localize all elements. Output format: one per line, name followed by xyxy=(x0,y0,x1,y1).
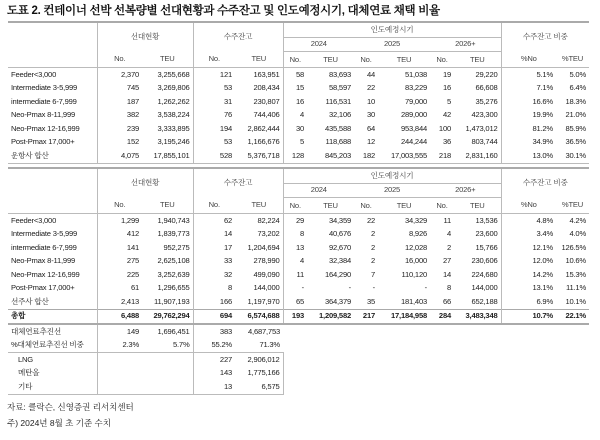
cell-value: 143 xyxy=(193,367,235,381)
table-row xyxy=(8,282,589,296)
cell-value: - xyxy=(283,282,307,296)
cell-value: 1,940,743 xyxy=(157,215,190,225)
figure-title: 도표 2. 컨테이너 선박 선복량별 선대현황과 수주잔고 및 인도예정시기, 대체연료 채택 비율 xyxy=(7,5,440,17)
cell-value: 118,688 xyxy=(325,137,351,147)
cell-value: 23,600 xyxy=(475,229,498,239)
cell-value: 144,000 xyxy=(471,283,498,293)
cell-value: 29 xyxy=(283,214,307,228)
table-row xyxy=(8,68,589,82)
cell-value: 31 xyxy=(193,95,235,109)
cell-value: 44 xyxy=(366,69,375,79)
cell-value: 85.9% xyxy=(565,123,586,133)
cell-value: 5 xyxy=(283,136,307,150)
cell-value: 2,370 xyxy=(97,68,142,82)
cell-value: 15 xyxy=(283,82,307,96)
cell-value: 4 xyxy=(283,255,307,269)
cell-value: 423,300 xyxy=(471,110,498,120)
header-no: No. xyxy=(430,52,454,68)
cell-value: 15.3% xyxy=(565,269,586,279)
cell-value: 225 xyxy=(97,268,142,282)
header-year: 2026+ xyxy=(430,37,501,52)
table-row xyxy=(8,309,589,324)
cell-value: 2,906,012 xyxy=(247,354,280,364)
cell-value: 499,090 xyxy=(253,269,280,279)
cell-value: 5 xyxy=(446,96,451,106)
header-delivery: 인도예정시기 xyxy=(283,22,501,37)
cell-value: 845,203 xyxy=(307,149,354,163)
header-year: 2025 xyxy=(354,37,430,52)
row-label: 기타 xyxy=(8,380,97,394)
cell-value: 208,434 xyxy=(253,83,280,93)
cell-value: 3,195,246 xyxy=(157,137,190,147)
cell-value: 952,275 xyxy=(163,242,190,252)
cell-value: 22.1% xyxy=(556,309,589,324)
cell-value: 53 xyxy=(193,82,235,96)
row-label: Intermediate 3-5,999 xyxy=(11,229,78,239)
cell-value: 34,329 xyxy=(404,215,427,225)
header-no: No. xyxy=(97,52,142,68)
cell-value: 32,106 xyxy=(328,110,351,120)
header-orderbook: 수주잔고 xyxy=(193,168,283,198)
row-label: LNG xyxy=(18,354,34,364)
header-teu: TEU xyxy=(307,198,354,214)
cell-value: 21.0% xyxy=(565,110,586,120)
cell-value: 230,807 xyxy=(253,96,280,106)
table-row xyxy=(8,367,589,381)
cell-value: 10 xyxy=(366,96,375,106)
cell-value: 19.9% xyxy=(501,109,556,123)
cell-value: 8 xyxy=(446,283,451,293)
header-teu: TEU xyxy=(142,52,193,68)
cell-value: 16 xyxy=(283,95,307,109)
cell-value: 217 xyxy=(354,309,378,324)
cell-value: 58,597 xyxy=(328,83,351,93)
cell-value: 1,296,655 xyxy=(157,283,190,293)
header-teu: TEU xyxy=(307,52,354,68)
header-delivery: 인도예정시기 xyxy=(283,168,501,183)
row-label: intermediate 6-7,999 xyxy=(11,96,77,106)
cell-value: 3,252,639 xyxy=(157,269,190,279)
cell-value: 1,696,451 xyxy=(157,326,190,336)
cell-value: 164,290 xyxy=(324,269,351,279)
cell-value: 2,862,444 xyxy=(247,123,280,133)
cell-value: 10.1% xyxy=(565,296,586,306)
table-row xyxy=(8,268,589,282)
cell-value: 61 xyxy=(97,282,142,296)
cell-value: 1,197,970 xyxy=(247,296,280,306)
cell-value: 16.6% xyxy=(501,95,556,109)
header-teu: TEU xyxy=(142,198,193,214)
header-no: No. xyxy=(354,198,378,214)
table-row xyxy=(8,324,589,339)
header-fleet: 선대현황 xyxy=(97,168,193,198)
cell-value: 66 xyxy=(442,296,451,306)
cell-value: 34,359 xyxy=(328,215,351,225)
header-teu: TEU xyxy=(378,52,430,68)
cell-value: 4.0% xyxy=(569,229,586,239)
cell-value: - xyxy=(372,283,375,293)
row-label: Neo-Pmax 8-11,999 xyxy=(11,256,75,266)
cell-value: 694 xyxy=(193,309,235,324)
cell-value: 126.5% xyxy=(561,242,586,252)
table-row xyxy=(8,353,589,367)
table-row xyxy=(8,122,589,136)
cell-value: 14.2% xyxy=(501,268,556,282)
cell-value: 3,538,224 xyxy=(157,110,190,120)
cell-value: 76 xyxy=(193,109,235,123)
cell-value: 364,379 xyxy=(324,296,351,306)
cell-value: 6,574,688 xyxy=(235,309,283,324)
cell-value: 144,000 xyxy=(253,283,280,293)
cell-value: 58 xyxy=(283,68,307,82)
cell-value: 53 xyxy=(193,136,235,150)
cell-value: 2,625,108 xyxy=(157,256,190,266)
cell-value: 36 xyxy=(442,137,451,147)
cell-value: 92,670 xyxy=(328,242,351,252)
cell-value: 224,680 xyxy=(471,269,498,279)
cell-value: 1,839,773 xyxy=(157,229,190,239)
cell-value: 30 xyxy=(283,122,307,136)
table-row xyxy=(8,82,589,96)
table-section-operators xyxy=(8,21,589,164)
cell-value: 1,204,694 xyxy=(247,242,280,252)
cell-value: 8,926 xyxy=(408,229,427,239)
cell-value: 3,483,348 xyxy=(454,309,501,324)
cell-value: 8 xyxy=(283,228,307,242)
cell-value: 121 xyxy=(193,68,235,82)
cell-value: 193 xyxy=(283,309,307,324)
cell-value: 12.0% xyxy=(501,255,556,269)
cell-value: 83,693 xyxy=(328,69,351,79)
cell-value: 66,608 xyxy=(475,83,498,93)
cell-value: 1,299 xyxy=(97,214,142,228)
cell-value: 141 xyxy=(97,241,142,255)
cell-value: 33 xyxy=(193,255,235,269)
cell-value: 2,413 xyxy=(97,295,142,309)
cell-value: 528 xyxy=(193,149,235,163)
cell-value: 110,120 xyxy=(401,269,427,279)
cell-value: 83,229 xyxy=(404,83,427,93)
cell-value: 4 xyxy=(283,109,307,123)
cell-value: 22 xyxy=(366,215,375,225)
cell-value: 275 xyxy=(97,255,142,269)
cell-value: 13 xyxy=(283,241,307,255)
cell-value: 8 xyxy=(193,282,235,296)
cell-value: 128 xyxy=(283,149,307,163)
cell-value: 13.0% xyxy=(501,149,556,163)
header-pct_teu: %TEU xyxy=(556,52,589,68)
cell-value: 34.9% xyxy=(501,136,556,150)
cell-value: 36.5% xyxy=(565,137,586,147)
header-year: 2026+ xyxy=(430,183,501,198)
cell-value: 166 xyxy=(193,295,235,309)
cell-value: 79,000 xyxy=(404,96,427,106)
cell-value: 13.1% xyxy=(501,282,556,296)
cell-value: 187 xyxy=(97,95,142,109)
cell-value: 6.9% xyxy=(501,295,556,309)
cell-value: 5.7% xyxy=(142,339,193,353)
cell-value: 64 xyxy=(366,123,375,133)
cell-value: 3,269,806 xyxy=(157,83,190,93)
header-no: No. xyxy=(430,198,454,214)
table-row xyxy=(8,109,589,123)
cell-value: 12.1% xyxy=(501,241,556,255)
row-label: 대체연료추진선 xyxy=(11,326,61,336)
table-row xyxy=(8,149,589,163)
cell-value: 10.7% xyxy=(501,309,556,324)
cell-value: 11.1% xyxy=(566,283,586,293)
table-row xyxy=(8,228,589,242)
header-teu: TEU xyxy=(378,198,430,214)
cell-value: 2 xyxy=(370,256,375,266)
row-label: Post-Pmax 17,000+ xyxy=(11,137,75,147)
row-label: Post-Pmax 17,000+ xyxy=(11,283,75,293)
table-row xyxy=(8,339,589,353)
table-row xyxy=(8,95,589,109)
cell-value: 5.1% xyxy=(501,68,556,82)
cell-value: 30 xyxy=(366,110,375,120)
cell-value: - xyxy=(348,283,351,293)
cell-value: 35,276 xyxy=(475,96,498,106)
cell-value: 1,775,166 xyxy=(247,368,280,378)
row-label: Neo-Pmax 8-11,999 xyxy=(11,110,75,120)
cell-value: 6,488 xyxy=(97,309,142,324)
cell-value: 16,000 xyxy=(404,256,427,266)
row-label: 총합 xyxy=(8,309,97,324)
table-section-owners xyxy=(8,167,589,395)
cell-value: 278,990 xyxy=(253,256,280,266)
header-no: No. xyxy=(193,52,235,68)
cell-value: 11 xyxy=(443,215,451,225)
cell-value: 6.4% xyxy=(569,83,586,93)
row-label: Feeder<3,000 xyxy=(11,69,57,79)
header-no: No. xyxy=(193,198,235,214)
cell-value: 744,406 xyxy=(253,110,280,120)
cell-value: 953,844 xyxy=(400,123,427,133)
cell-value: 15,766 xyxy=(475,242,498,252)
header-ratio: 수주잔고 비중 xyxy=(501,168,589,198)
table-row xyxy=(8,255,589,269)
cell-value: 182 xyxy=(354,149,378,163)
cell-value: 2 xyxy=(370,229,375,239)
cell-value: 14 xyxy=(442,269,451,279)
cell-value: 218 xyxy=(430,149,454,163)
table-row xyxy=(8,214,589,228)
cell-value: 55.2% xyxy=(193,339,235,353)
cell-value: 745 xyxy=(97,82,142,96)
cell-value: 284 xyxy=(430,309,454,324)
cell-value: 7.1% xyxy=(501,82,556,96)
header-year: 2024 xyxy=(283,37,354,52)
row-label: Intermediate 3-5,999 xyxy=(11,83,78,93)
row-label: intermediate 6-7,999 xyxy=(11,242,77,252)
cell-value: 65 xyxy=(283,295,307,309)
cell-value: 227 xyxy=(193,353,235,367)
cell-value: 7 xyxy=(370,269,375,279)
row-label: 선주사 합산 xyxy=(11,296,49,306)
cell-value: 100 xyxy=(438,123,451,133)
header-teu: TEU xyxy=(454,52,501,68)
cell-value: 30.1% xyxy=(556,149,589,163)
header-no: No. xyxy=(97,198,142,214)
cell-value: 382 xyxy=(97,109,142,123)
cell-value: 13 xyxy=(193,380,235,394)
cell-value: 62 xyxy=(193,214,235,228)
cell-value: 181,403 xyxy=(400,296,427,306)
cell-value: 5.0% xyxy=(569,69,586,79)
cell-value: 1,473,012 xyxy=(465,123,498,133)
table-row xyxy=(8,380,589,394)
table-row xyxy=(8,241,589,255)
header-year: 2025 xyxy=(354,183,430,198)
cell-value: 4.2% xyxy=(569,215,586,225)
cell-value: 3,333,895 xyxy=(157,123,190,133)
cell-value: 22 xyxy=(366,83,375,93)
header-no: No. xyxy=(283,198,307,214)
cell-value: 3.4% xyxy=(501,228,556,242)
cell-value: 13,536 xyxy=(475,215,498,225)
cell-value: 4,687,753 xyxy=(248,326,280,336)
row-label: %대체연료추진선 비중 xyxy=(8,339,97,353)
row-label: 메탄올 xyxy=(18,368,40,378)
table-row xyxy=(8,136,589,150)
header-ratio: 수주잔고 비중 xyxy=(501,22,589,52)
cell-value: 803,744 xyxy=(471,137,498,147)
cell-value: 12,028 xyxy=(404,242,427,252)
header-teu: TEU xyxy=(235,52,283,68)
header-pct_no: %No xyxy=(501,198,556,214)
cell-value: 4 xyxy=(446,229,451,239)
header-teu: TEU xyxy=(454,198,501,214)
cell-value: 73,202 xyxy=(257,229,280,239)
cell-value: 10.6% xyxy=(565,256,586,266)
cell-value: 239 xyxy=(97,122,142,136)
cell-value: 51,038 xyxy=(404,69,427,79)
cell-value: - xyxy=(424,283,427,293)
source-note: 자료: 클락슨, 신영증권 리서치센터 xyxy=(7,402,134,412)
cell-value: 19 xyxy=(442,69,451,79)
cell-value: 116,531 xyxy=(325,96,351,106)
footnote: 주) 2024년 8월 초 기준 수치 xyxy=(7,418,111,428)
cell-value: 18.3% xyxy=(565,96,586,106)
cell-value: 6,575 xyxy=(235,380,283,394)
cell-value: 40,676 xyxy=(328,229,351,239)
cell-value: 27 xyxy=(442,256,451,266)
cell-value: 17,003,555 xyxy=(378,149,430,163)
cell-value: 289,000 xyxy=(400,110,427,120)
cell-value: 42 xyxy=(442,110,451,120)
header-no: No. xyxy=(354,52,378,68)
cell-value: 4.8% xyxy=(501,214,556,228)
header-fleet: 선대현황 xyxy=(97,22,193,52)
row-label: 운항사 합산 xyxy=(8,149,97,163)
cell-value: 12 xyxy=(366,137,375,147)
cell-value: 1,209,582 xyxy=(307,309,354,324)
cell-value: 2,831,160 xyxy=(454,149,501,163)
cell-value: 1,166,676 xyxy=(247,137,280,147)
cell-value: 383 xyxy=(193,324,235,339)
header-no: No. xyxy=(283,52,307,68)
cell-value: 17 xyxy=(193,241,235,255)
cell-value: 4,075 xyxy=(97,149,142,163)
cell-value: 244,244 xyxy=(400,137,427,147)
cell-value: 163,951 xyxy=(253,69,280,79)
cell-value: 1,262,262 xyxy=(157,96,190,106)
cell-value: 435,588 xyxy=(324,123,351,133)
cell-value: 17,855,101 xyxy=(142,149,193,163)
header-teu: TEU xyxy=(235,198,283,214)
cell-value: 2 xyxy=(370,242,375,252)
cell-value: 3,255,668 xyxy=(157,69,190,79)
header-year: 2024 xyxy=(283,183,354,198)
cell-value: 412 xyxy=(97,228,142,242)
cell-value: 81.2% xyxy=(501,122,556,136)
cell-value: 71.3% xyxy=(235,339,283,353)
cell-value: 652,188 xyxy=(471,296,498,306)
cell-value: 11 xyxy=(283,268,307,282)
cell-value: 194 xyxy=(193,122,235,136)
row-label: Neo-Pmax 12-16,999 xyxy=(11,269,80,279)
cell-value: 32,384 xyxy=(328,256,351,266)
cell-value: 2 xyxy=(446,242,451,252)
cell-value: 82,224 xyxy=(257,215,280,225)
cell-value: 149 xyxy=(97,324,142,339)
cell-value: 2.3% xyxy=(97,339,142,353)
header-pct_no: %No xyxy=(501,52,556,68)
cell-value: 17,184,958 xyxy=(378,309,430,324)
cell-value: 11,907,193 xyxy=(154,296,190,306)
cell-value: 29,762,294 xyxy=(142,309,193,324)
row-label: Feeder<3,000 xyxy=(11,215,57,225)
cell-value: 35 xyxy=(366,296,375,306)
cell-value: 5,376,718 xyxy=(235,149,283,163)
cell-value: 16 xyxy=(442,83,451,93)
cell-value: 152 xyxy=(97,136,142,150)
row-label: Neo-Pmax 12-16,999 xyxy=(11,123,80,133)
cell-value: 230,606 xyxy=(471,256,498,266)
header-orderbook: 수주잔고 xyxy=(193,22,283,52)
cell-value: 32 xyxy=(193,268,235,282)
header-pct_teu: %TEU xyxy=(556,198,589,214)
table-row xyxy=(8,295,589,309)
cell-value: 29,220 xyxy=(475,69,498,79)
cell-value: 14 xyxy=(193,228,235,242)
